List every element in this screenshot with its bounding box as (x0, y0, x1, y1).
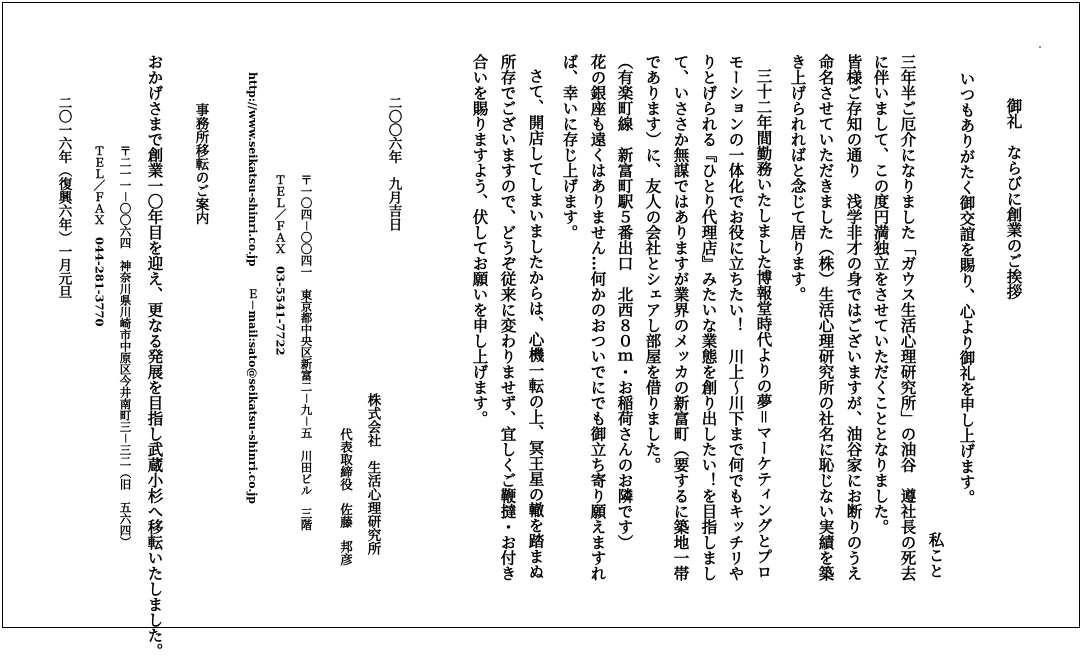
body-line: 花の銀座も遠くはありません…何かのおついでにでも御立ち寄り願えますれ (588, 54, 608, 581)
body-line: ば、幸いに存じ上げます。 (560, 54, 580, 240)
body-line: 三十二年間勤務いたしました博報堂時代よりの夢＝マーケティングとプロ (754, 68, 774, 580)
body-line: であります）に、友人の会社とシェアし部屋を借りました。 (643, 54, 663, 473)
body-line: 所存でございますので、どうぞ従来に変わりませず、宜しくご鞭撻・お付き (498, 54, 518, 581)
body-line: 命名させていただきました（株）生活心理研究所の社名に恥じない実績を築 (816, 54, 836, 581)
body-line: （有楽町線 新富町駅５番出口 北西８０ｍ・お稲荷さんのお隣です） (615, 54, 635, 550)
letter-date: 二〇〇六年 九月吉日 (385, 96, 402, 231)
notice-telfax: ＴＥＬ／ＦＡＸ 044-281-3770 (92, 145, 107, 327)
notice-heading: 事務所移転のご案内 (192, 103, 209, 225)
body-line: 私こと (926, 532, 946, 579)
company-name: 株式会社 生活心理研究所 (364, 393, 381, 555)
body-line: に伴いまして、この度円満独立をさせていただくこととなりました。 (871, 54, 891, 535)
body-line: 皆様ご存知の通り 浅学非才の身ではございますが、油谷家にお断りのうえ (844, 54, 864, 581)
body-line: モーションの一体化でお役に立ちたい！ 川上～川下まで何でもキッチリや (726, 54, 746, 581)
notice-date: 二〇一六年（復興六年）一月元旦 (55, 96, 72, 299)
letter-greeting: いつもありがたく御交誼を賜り、心より御礼を申し上げます。 (957, 71, 977, 505)
website-email: http://www.seikatsu-shinri.co.jp Ｅ－mail:sato@seikatsu-shinri.co.jp (246, 72, 259, 504)
body-line: 三年半ご厄介になりました「ガウス生活心理研究所」の油谷 遵社長の死去 (898, 54, 918, 581)
office-address: 〒一〇四－〇〇四一 東京都中央区新富二－九－五 川田ビル 三階 (299, 174, 314, 531)
office-telfax: ＴＥＬ／ＦＡＸ 03-5541-7722 (273, 174, 288, 356)
notice-body: おかげさまで創業一〇年目を迎え、更なる発展を目指し武蔵小杉へ移転いたしました。 (145, 54, 165, 659)
body-line: りとげられる『ひとり代理店』みたいな業態を創り出したい！を目指しまし (699, 54, 719, 581)
body-line: 合いを賜りますよう、伏してお願いを申し上げます。 (470, 54, 490, 426)
body-line: さて、開店してしまいましたからは、心機一転の上、冥王星の轍を踏まぬ (526, 68, 546, 580)
body-line: き上げられればと念じて居ります。 (788, 54, 808, 302)
representative-name: 代表取締役 佐藤 邦彦 (338, 428, 354, 566)
notice-address: 〒二一一－〇〇六四 神奈川県川崎市中原区今井南町三－三二（旧 五六四） (118, 145, 133, 548)
page-mark (1039, 46, 1041, 48)
letter-title: 御礼 ならびに創業のご挨拶 (1004, 98, 1024, 300)
body-line: て、いささか無謀ではありますが業界のメッカの新富町（要するに築地一帯 (671, 54, 691, 581)
